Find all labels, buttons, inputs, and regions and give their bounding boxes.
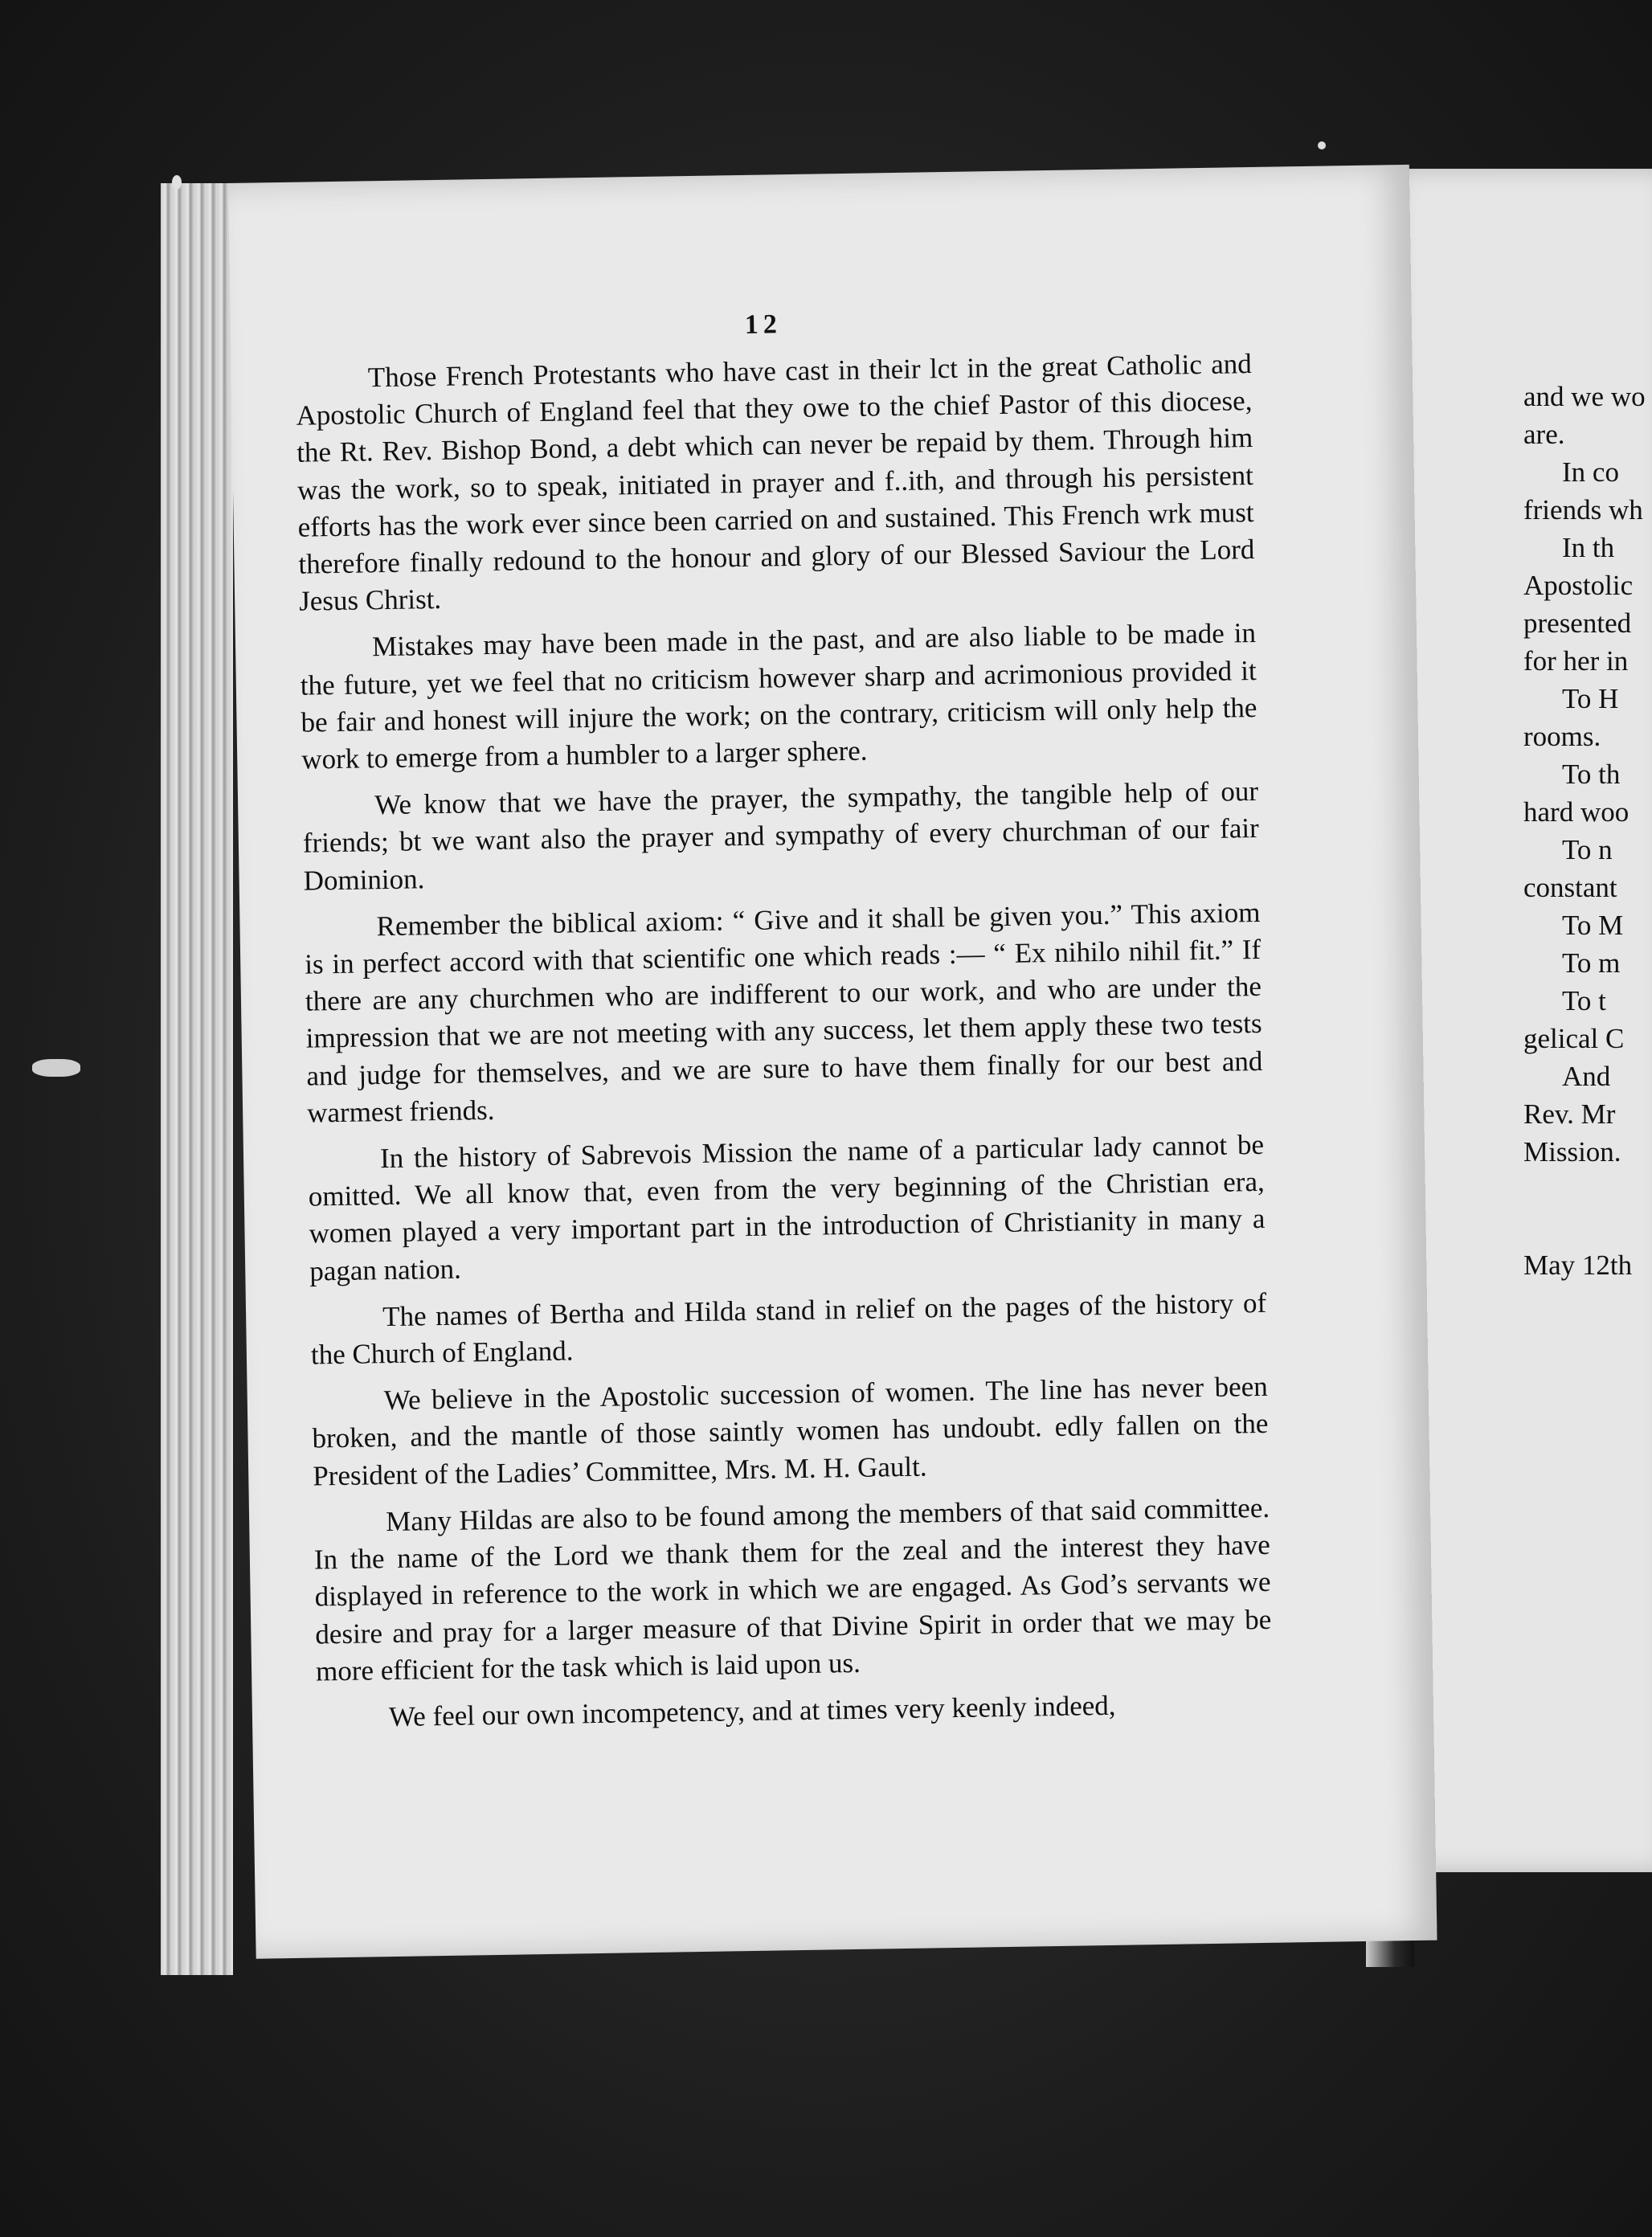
right-line: To th [1562,759,1621,790]
left-page [228,165,1437,1959]
right-line: To t [1562,985,1606,1016]
right-line: In th [1562,532,1615,563]
scan-speck [32,1059,80,1077]
right-line: presented [1523,607,1632,639]
right-line: To H [1562,683,1619,714]
body-text [295,346,1273,1737]
paragraph: We believe in the Apostolic succession of women. The line has never been broken, and the mantle of those saintly women has undoubt. edly fallen on the President of the Ladies’ Committee, Mrs. M. H. Gault. [312,1371,1269,1492]
right-line: and we wo [1523,381,1646,412]
right-line: And [1562,1061,1611,1092]
right-line: To m [1562,947,1621,979]
book-page-edges [161,183,233,1975]
paragraph: In the history of Sabrevois Mission the name of a particular lady cannot be omitted. We all know that, even from the very beginning of the Christian era, women played a very important part in the introduction of Christianity in many a pagan nation. [308,1128,1266,1287]
right-line: To M [1562,910,1624,941]
paragraph: Remember the biblical axiom: “ Give and it shall be given you.” This axiom is in perfect accord with that scientific one which reads :— “ Ex nihilo nihil fit.” If there are any churchmen who are indifferent to our work, and who are under the impression that we are not meeting with any success, let them apply these two tests and judge for themselves, and we are sure to have them finally for our best and warmest friends. [304,896,1263,1129]
right-line: are. [1523,419,1565,450]
right-line: for her in [1523,645,1629,677]
right-page-text [1366,378,1652,1284]
right-line: In co [1562,456,1619,488]
right-line: hard woo [1523,796,1630,828]
page-number: 12 [744,309,783,340]
right-line: rooms. [1523,721,1601,752]
scan-speck [1318,141,1326,149]
right-line: To n [1562,834,1613,865]
paragraph: We feel our own incompetency, and at times very keenly indeed, [388,1689,1116,1732]
paragraph: We know that we have the prayer, the sympathy, the tangible help of our friends; bt we want also the prayer and sympathy of every churchman of our fair Dominion. [302,775,1260,897]
right-line: gelical C [1523,1023,1625,1054]
right-line: Apostolic [1523,570,1634,601]
paragraph: The names of Bertha and Hilda stand in relief on the pages of the history of the Church of England. [310,1286,1267,1371]
right-line: May 12th [1523,1249,1633,1281]
paragraph: Mistakes may have been made in the past, and are also liable to be made in the future, yet we feel that no criticism however sharp and acrimonious provided it be fair and honest will injure the work; on the contrary, criticism will only help the work to emerge from a humbler to a larger sphere. [300,617,1257,775]
right-line: friends wh [1523,494,1643,526]
paragraph: Many Hildas are also to be found among the members of that said committee. In the name of the Lord we thank them for the zeal and the interest they have displayed in reference to the work in which we are engaged. As God’s servants we desire and pray for a larger measure of that Divine Spirit in order that we may be more efficient for the task which is laid upon us. [313,1491,1272,1687]
right-line: Mission. [1523,1136,1621,1168]
paragraph: Those French Protestants who have cast in their lct in the great Catholic and Apostolic Church of England feel that they owe to the chief Pastor of this diocese, the Rt. Rev. Bishop Bond, a debt which can never be repaid by them. Through him was the work, so to speak, initiated in prayer and f..ith, and through his persistent efforts has the work ever since been carried on and sustained. This French wrk must therefore finally redound to the honour and glory of our Blessed Saviour the Lord Jesus Christ. [296,348,1255,617]
scan-speck [172,175,182,190]
right-line: Rev. Mr [1523,1098,1616,1130]
right-line: constant [1523,872,1617,903]
